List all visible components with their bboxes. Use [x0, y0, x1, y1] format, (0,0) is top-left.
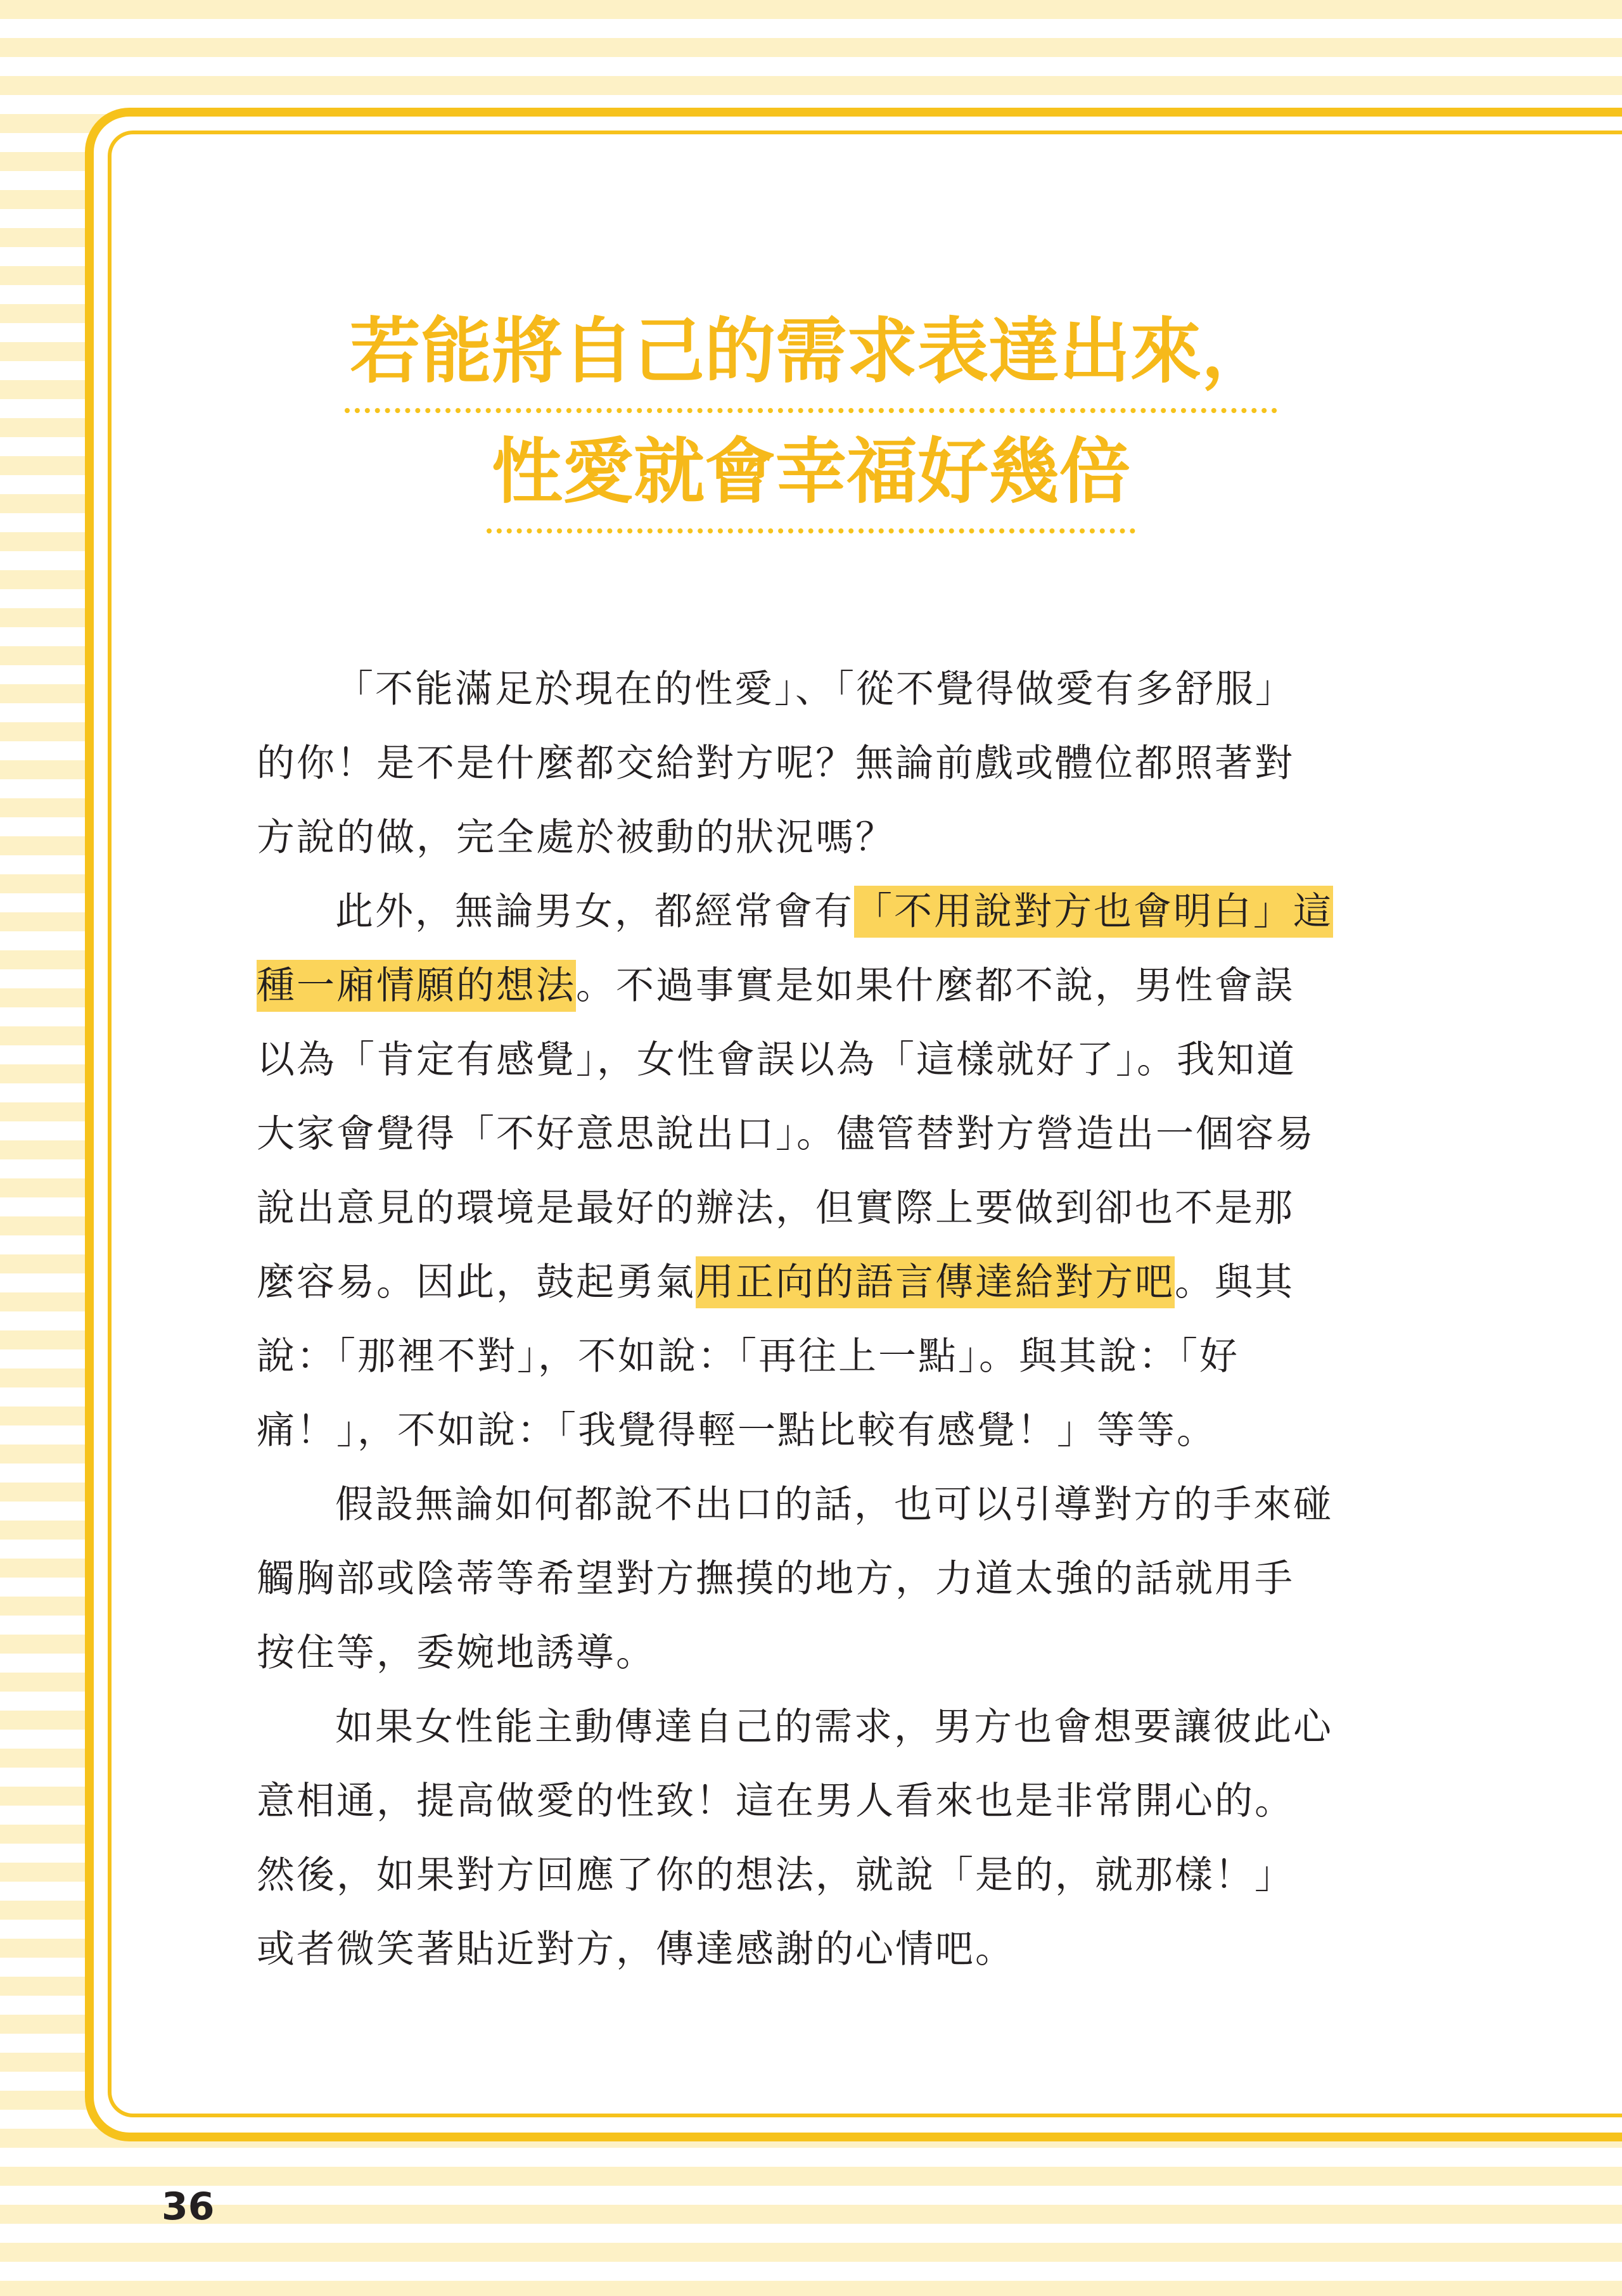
highlight-phrase-2: 用正向的語言傳達給對方吧 [696, 1256, 1175, 1308]
highlight-phrase-1: 「不用說對方也會明白」這種一廂情願的想法 [257, 886, 1333, 1012]
title-line-2 [0, 424, 1622, 533]
paragraph-4-text: 如果女性能主動傳達自己的需求，男方也會想要讓彼此心意相通，提高做愛的性致！這在男人看來也是非常開心的。然後，如果對方回應了你的想法，就說「是的，就那樣！」或者微笑著貼近對方，傳達感謝的心情吧。 [257, 1705, 1333, 1972]
paragraph-4 [257, 1690, 1334, 1987]
page-number: 36 [162, 2184, 215, 2229]
paragraph-3 [257, 1468, 1334, 1690]
paragraph-2-text-c: 。與其說：「那裡不對」，不如說：「再往上一點」。與其說：「好痛！」，不如說：「我覺得輕一點比較有感覺！」等等。 [257, 1260, 1294, 1453]
paragraph-1-text: 「不能滿足於現在的性愛」、「從不覺得做愛有多舒服」的你！是不是什麼都交給對方呢？無論前戲或體位都照著對方說的做，完全處於被動的狀況嗎？ [257, 667, 1295, 860]
article-body [257, 653, 1334, 1987]
title-line-2-text: 性愛就會幸福好幾倍 [487, 424, 1135, 533]
title-line-1 [0, 304, 1622, 413]
paragraph-1 [257, 653, 1334, 875]
paragraph-3-text: 假設無論如何都說不出口的話，也可以引導對方的手來碰觸胸部或陰蒂等希望對方撫摸的地方，力道太強的話就用手按住等，委婉地誘導。 [257, 1483, 1333, 1675]
paragraph-2-text-b: 。不過事實是如果什麼都不說，男性會誤以為「肯定有感覺」，女性會誤以為「這樣就好了」。我知道大家會覺得「不好意思說出口」。儘管替對方營造出一個容易說出意見的環境是最好的辦法，但實際上要做到卻也不是那麼容易。因此，鼓起勇氣 [257, 964, 1315, 1304]
paragraph-2-text-a: 此外，無論男女，都經常會有 [335, 890, 854, 934]
paragraph-2 [257, 875, 1334, 1468]
title-line-1-text: 若能將自己的需求表達出來， [345, 304, 1277, 413]
